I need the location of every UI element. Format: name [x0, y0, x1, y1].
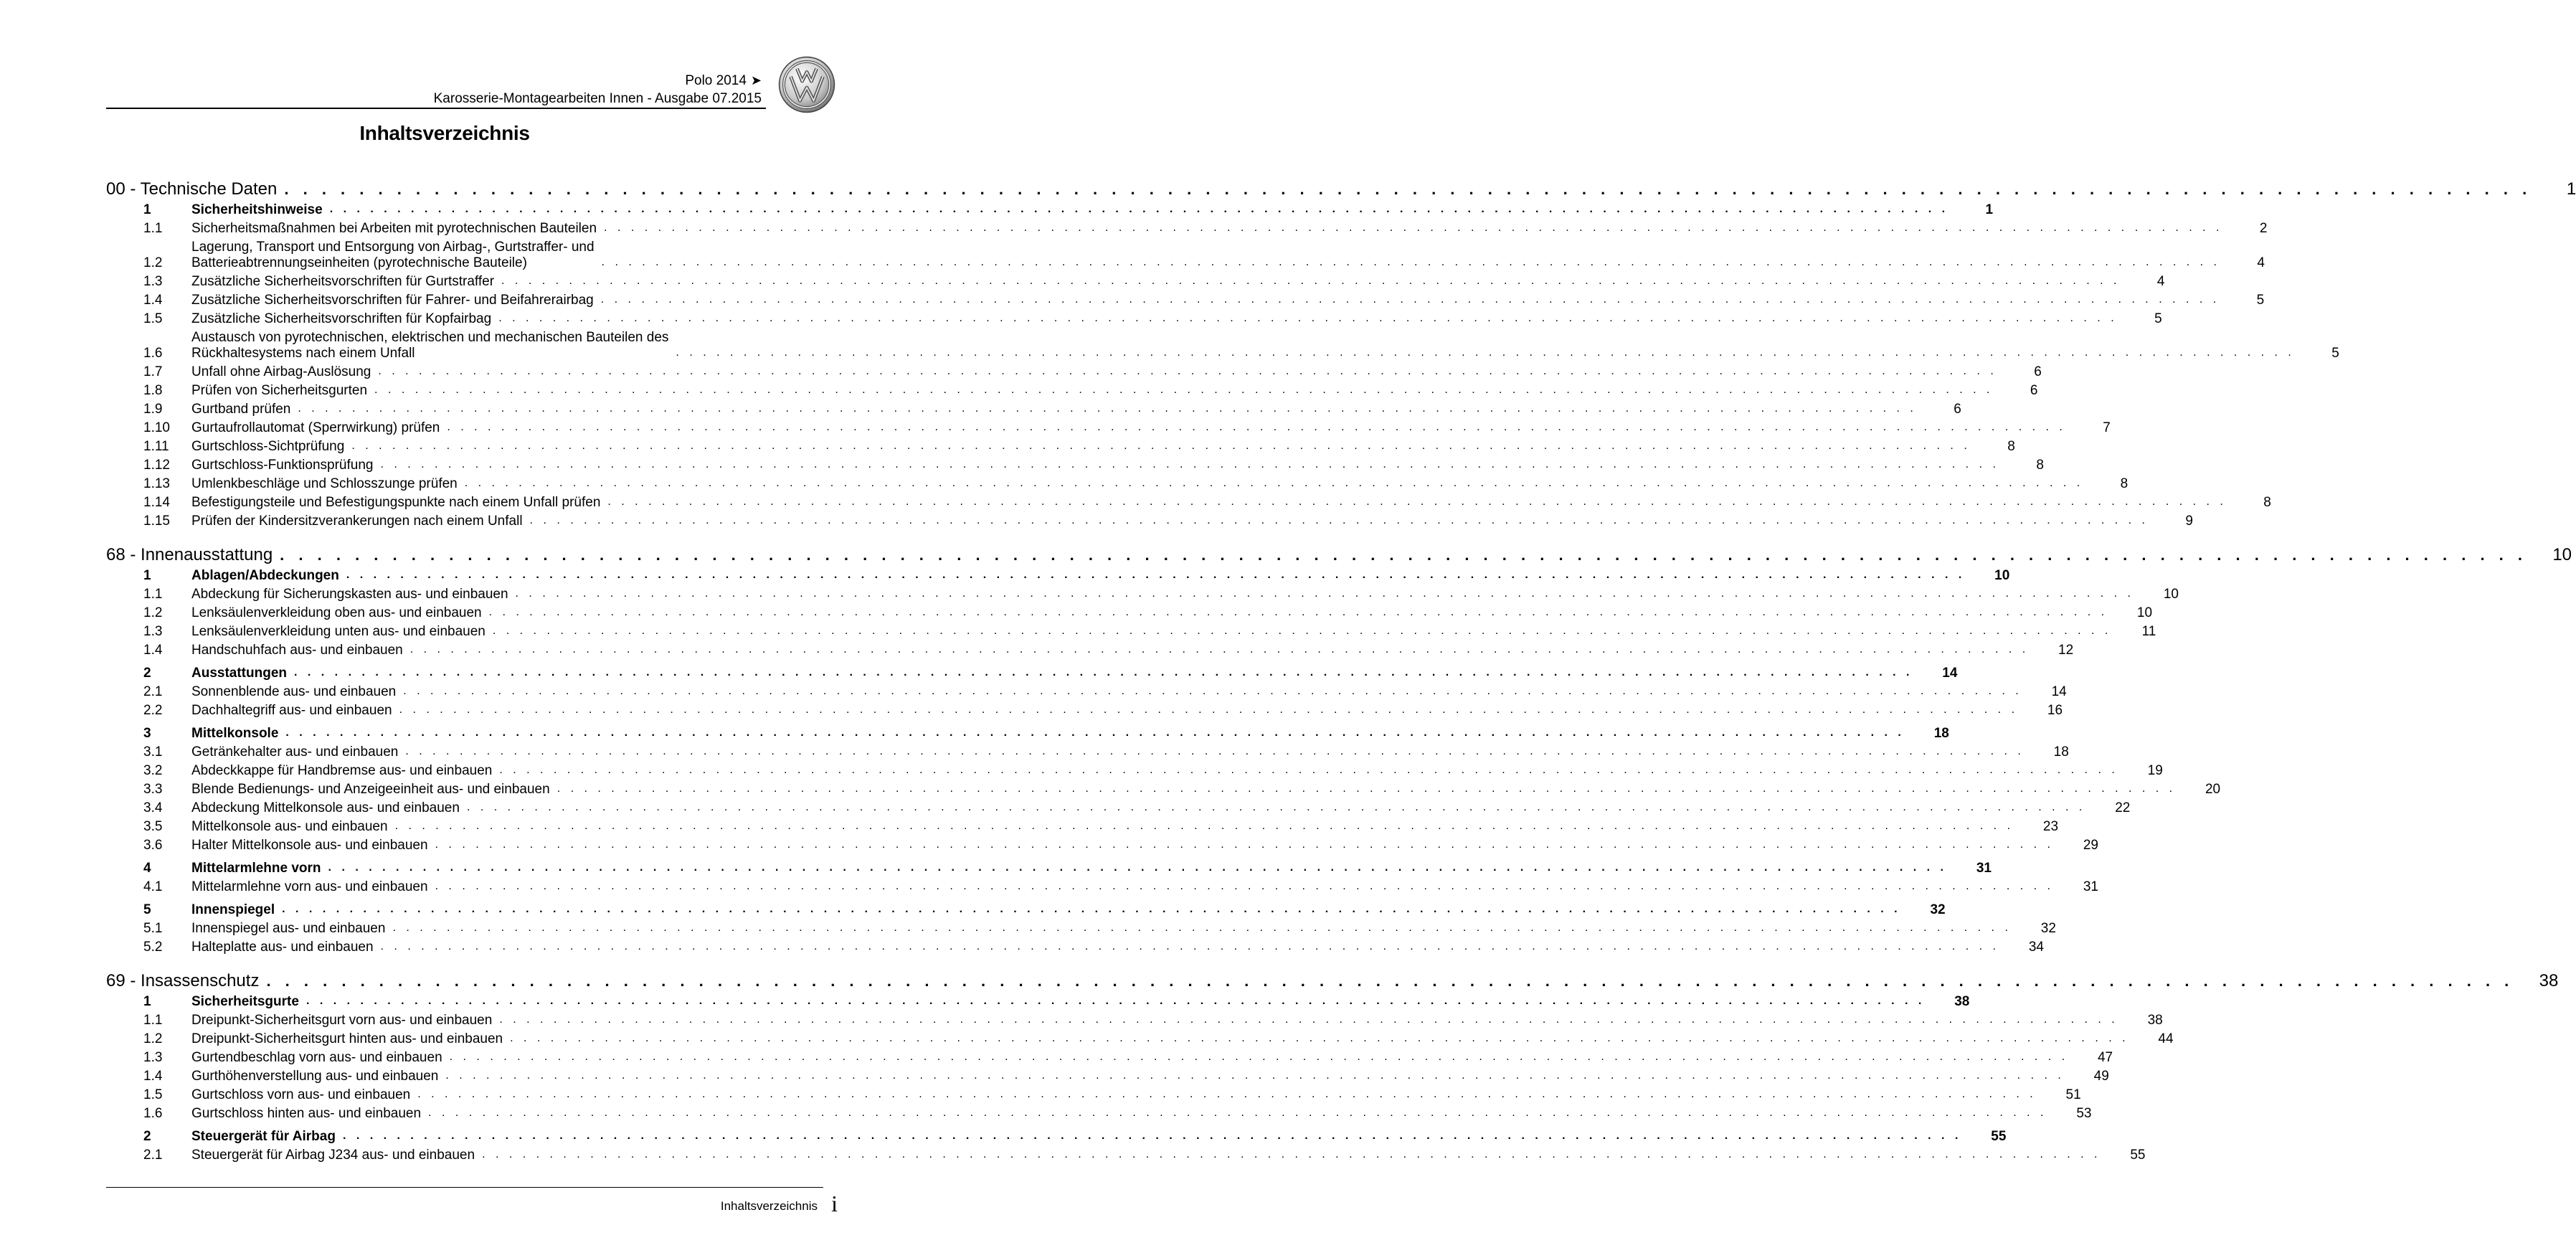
leader-dots: . . . . . . . . . . . . . . . . . . . . . . . . . . . . . . . . . . . . . . . . . . . . . . . . . . . . . . . . . . . . . . . . . . . . . . . . . . . . . . . . . . . . . . . . . . . . . . . . . . . . . . . . . . . . . . . . . . . . . . . . [342, 1130, 1962, 1142]
entry-page: 9 [2185, 514, 2193, 529]
toc-entry[interactable] [106, 455, 2044, 473]
entry-title-line1: Austausch von pyrotechnischen, elektrischen und mechanischen Bauteilen des [191, 330, 669, 345]
entry-page: 8 [2036, 458, 2044, 473]
entry-title: Halteplatte aus- und einbauen [191, 940, 374, 955]
leader-dots: . . . . . . . . . . . . . . . . . . . . . . . . . . . . . . . . . . . . . . . . . . . . . . . . . . . . . . . . . . . . . . . . . . . . . . . . . . . . . . . . . . . . . . . . . . . . . . . . . . . . . . . . . . . . . . . . . . . . . . . . [351, 440, 1971, 452]
toc-entry[interactable] [106, 237, 2265, 271]
toc-entry[interactable] [106, 584, 2179, 602]
entry-number: 1.1 [143, 221, 163, 236]
toc-entry[interactable] [106, 835, 2098, 853]
toc-entry[interactable] [106, 308, 2162, 327]
entry-page: 49 [2093, 1069, 2109, 1084]
header-subtitle: Karosserie-Montagearbeiten Innen - Ausgabe 07.2015 [433, 91, 762, 106]
entry-page: 55 [2130, 1148, 2146, 1163]
entry-page: 5 [2154, 311, 2162, 326]
entry-page: 38 [2147, 1013, 2163, 1028]
entry-title-line2: Batterieabtrennungseinheiten (pyrotechnische Bauteile) [191, 255, 527, 270]
entry-title: Sicherheitsgurte [191, 994, 299, 1009]
toc-entry[interactable] [106, 876, 2098, 895]
entry-page: 4 [2257, 255, 2265, 270]
page-header [106, 69, 766, 109]
entry-page: 23 [2042, 819, 2059, 834]
footer-divider [106, 1187, 823, 1188]
entry-title: Blende Bedienungs- und Anzeigeeinheit aus- und einbauen [191, 782, 550, 797]
entry-page: 53 [2076, 1106, 2092, 1121]
entry-page: 34 [2028, 940, 2044, 955]
leader-dots: . . . . . . . . . . . . . . . . . . . . . . . . . . . . . . . . . . . . . . . . . . . . . . . . . . . . . . . . . . . . . . . . . . . . . . . . . . . . . . . . . . . . . . . . . . . . . . . . . . . . . . . . . . . . . . . . . . . . . . . . [607, 496, 2227, 508]
toc-entry[interactable] [106, 492, 2271, 511]
entry-title: Getränkehalter aus- und einbauen [191, 744, 399, 760]
leader-dots: . . . . . . . . . . . . . . . . . . . . . . . . . . . . . . . . . . . . . . . . . . . . . . . . . . . . . . . . . . . . . . . . . . . . . . . . . . . . . . . . . . . . . . . . . . . . . . . . . . . . . . . . . . . . . . . . . . . . . . . . [378, 365, 1997, 377]
entry-number: 1.1 [143, 587, 163, 602]
leader-dots: . . . . . . . . . . . . . . . . . . . . . . . . . . . . . . . . . . . . . . . . . . . . . . . . . . . . . . . . . . . . . . . . . . . . . . . . . . . . . . . . . . . . . . . . . . . . . . . . . . . . . . . . . . . . . . . . . . . . . . . . [392, 922, 2012, 934]
entry-title: Innenspiegel aus- und einbauen [191, 921, 386, 936]
chapter-row[interactable] [106, 172, 2576, 199]
leader-dots: . . . . . . . . . . . . . . . . . . . . . . . . . . . . . . . . . . . . . . . . . . . . . . . . . . . . . . . . . . . . . . . . . . . . . . . . . . . . . . . . . . . . . . . . . . . . . . . . . . . . . . . . . . . . . . . . . . . . . . . . [380, 458, 1999, 470]
entry-title: Mittelkonsole [191, 726, 279, 741]
leader-dots: . . . . . . . . . . . . . . . . . . . . . . . . . . . . . . . . . . . . . . . . . . . . . . . . . . . . . . . . . . . . . . . . . . . . . . . . . . . . . . . . . . . . . . . . . . . . . . . . . . . . . . . . . . . . . . . . . . . . . . . . [604, 222, 2223, 234]
entry-number: 4 [143, 861, 151, 876]
entry-page: 16 [2047, 703, 2063, 718]
entry-title: Sicherheitshinweise [191, 202, 323, 217]
entry-title: Gurtschloss hinten aus- und einbauen [191, 1106, 422, 1121]
entry-title: Steuergerät für Airbag [191, 1129, 336, 1144]
leader-dots: . . . . . . . . . . . . . . . . . . . . . . . . . . . . . . . . . . . . . . . . . . . . . . . . . . . . . . . . . . . . . . . . . . . . . . . . . . . . . . . . . . . . . . . . . . . . . . . . . . . . . . . . . . . . . . . . . . . . . . . . [346, 569, 1966, 581]
section-row[interactable] [106, 199, 1994, 218]
entry-number: 5.2 [143, 940, 163, 955]
toc-entry[interactable] [106, 1145, 2146, 1163]
entry-title: Unfall ohne Airbag-Auslösung [191, 364, 371, 379]
entry-title: Umlenkbeschläge und Schlosszunge prüfen [191, 476, 458, 491]
entry-title: Lenksäulenverkleidung unten aus- und einbauen [191, 624, 486, 639]
toc-entry[interactable] [106, 1084, 2081, 1103]
entry-number: 1.5 [143, 1087, 163, 1102]
entry-number: 1.2 [143, 605, 163, 620]
entry-number: 1.13 [143, 476, 170, 491]
toc-entry[interactable] [106, 473, 2128, 492]
leader-dots: . . . . . . . . . . . . . . . . . . . . . . . . . . . . . . . . . . . . . . . . . . . . . . . . . . . . . . . . . . . . . . . . . . . . . . . . . . . . . . . . . . . . . . . . . . . . . . . . . . . . . . . . . . . . . . . . . . . . . . . . [328, 861, 1947, 874]
leader-dots: . . . . . . . . . . . . . . . . . . . . . . . . . . . . . . . . . . . . . . . . . . . . . . . . . . . . . . . . . . . . . . . . . . . . . . . . . . . . . . . . . . . . . . . . . . . . . . . . . . . . . . . . . . . . . . . . . . . . . . . . [394, 820, 2014, 832]
chapter-page: 38 [2539, 971, 2559, 990]
entry-page: 51 [2065, 1087, 2081, 1102]
chapter-row[interactable] [106, 964, 2559, 991]
entry-page: 4 [2156, 274, 2165, 289]
chapter-title: 69 - Insassenschutz [106, 971, 260, 990]
entry-page: 6 [2034, 364, 2042, 379]
entry-title [191, 240, 595, 271]
header-model [685, 73, 762, 89]
toc-entry[interactable] [106, 1028, 2174, 1047]
toc-entry[interactable] [106, 218, 2268, 237]
footer-page-number: i [831, 1191, 838, 1216]
leader-dots: . . . . . . . . . . . . . . . . . . . . . . . . . . . . . . . . . . . . . . . . . . . . . . . . . . . . . . . . . . . . . . . . . . . . . . . . . . . . . . . . . . . . . . . . . . . . . . . . . . . . . . . . . . . . . . . . . . . . . . . . [557, 782, 2177, 795]
entry-number: 1.4 [143, 293, 163, 308]
entry-number: 1 [143, 202, 151, 217]
toc-entry[interactable] [106, 681, 2067, 700]
toc-entry[interactable] [106, 602, 2153, 621]
entry-number: 1.8 [143, 383, 163, 398]
entry-page: 6 [2030, 383, 2038, 398]
entry-number: 1.4 [143, 643, 163, 658]
leader-dots: . . . . . . . . . . . . . . . . . . . . . . . . . . . . . . . . . . . . . . . . . . . . . . . . . . . . . . . . . . . . . . . . . . . . . . . . . . . . . . . . . . . . . . . . . . . . . . . . . . . . . . . . . . . . . . . . . . . . . . . . [529, 514, 2149, 526]
entry-title: Mittelarmlehne vorn aus- und einbauen [191, 879, 428, 894]
entry-page: 19 [2147, 763, 2163, 778]
toc-entry[interactable] [106, 361, 2042, 380]
entry-page: 14 [2051, 684, 2067, 699]
leader-dots: . . . . . . . . . . . . . . . . . . . . . . . . . . . . . . . . . . . . . . . . . . . . . . . . . . . . . . . . . . . . . . . . . . . . . . . . . . . . . . . . . . . . . . . . . . . . . . . . . . . . . . . . . . . . . . . . . . . . . . . . [380, 940, 1999, 952]
leader-dots: . . . . . . . . . . . . . . . . . . . . . . . . . . . . . . . . . . . . . . . . . . . . . . . . . . . . . . . . . . . . . . . . . . . . . . . . . . . . . . . . . . . . . . . . . . . . . . . . . . . . . . . . . . . . . . . . . . . . . . . . [464, 477, 2084, 489]
entry-page: 10 [2136, 605, 2153, 620]
leader-dots: . . . . . . . . . . . . . . . . . . . . . . . . . . . . . . . . . . . . . . . . . . . . . . . . . . . . . . . . . . . . . . . . . . . . . . . . . . . . . . . . . . . . . . . . . . . . . . . . . . . . . . . . . . . . . . . . . . . . . . . . [435, 880, 2054, 892]
entry-title: Lenksäulenverkleidung oben aus- und einbauen [191, 605, 482, 620]
entry-page: 5 [2331, 346, 2339, 361]
leader-dots: . . . . . . . . . . . . . . . . . . . . . . . . . . . . . . . . . . . . . . . . . . . . . . . . . . . . . . . . . . . . . . . . . . . . . . . . . . . . . . . . . . . . . . . . . . . . . . . . . . . . . . . . . . . . . . . . . . . . . . . . [294, 666, 1913, 678]
chapter-title: 00 - Technische Daten [106, 179, 278, 199]
section-row[interactable] [106, 991, 1970, 1010]
entry-title: Sonnenblende aus- und einbauen [191, 684, 397, 699]
entry-title: Zusätzliche Sicherheitsvorschriften für Kopfairbag [191, 311, 492, 326]
leader-dots: . . . . . . . . . . . . . . . . . . . . . . . . . . . . . . . . . . . . . . . . . . . . . . . . . . . . . . . . . . . . . . . . . . . . . . . . . . . . . . . . . . . . . . . . . . . . . . . . . . . . . . . . . . . . . . . . . . . . . . . . [409, 643, 2030, 656]
leader-dots: . . . . . . . . . . . . . . . . . . . . . . . . . . . . . . . . . . . . . . . . . . . . . . . . . . . . . . . . . . . . . . . . . . . . . . . . . . . . . . . . . . . . . . . . . . . . . . . . . . . . . . . . . . . . . . . . . . . . . . . . [676, 346, 2295, 359]
leader-dots: . . . . . . . . . . . . . . . . . . . . . . . . . . . . . . . . . . . . . . . . . . . . . . . . . . . . . . . . . . . . . . . . . . . . . . . . . . . . . . . . . . . . . . . . . . . . . . . . . . . . . . . . . . . . . . . . . . . . . . . . [447, 421, 2066, 433]
entry-title: Gurtschloss-Sichtprüfung [191, 439, 345, 454]
entry-page: 18 [2053, 744, 2069, 760]
entry-number: 1 [143, 994, 151, 1009]
entry-title-line2: Rückhaltesystems nach einem Unfall [191, 346, 415, 361]
toc-entry[interactable] [106, 1103, 2092, 1122]
toc-entry[interactable] [106, 327, 2339, 361]
leader-dots: . . . . . . . . . . . . . . . . . . . . . . . . . . . . . . . . . . . . . . . . . . . . . . . . . . . . . . . . . . . . . . . . . . . . . . . . . . . . . . . . . . . . . . . . . . . . . . . . . . . . . . . . . . . . . . . . . . . . . . . . [403, 685, 2022, 697]
chapter-title: 68 - Innenausstattung [106, 545, 273, 564]
entry-page: 10 [2163, 587, 2179, 602]
entry-number: 1.5 [143, 311, 163, 326]
leader-dots: . . . . . . . . . . . . . . . . . . . . . . . . . . . . . . . . . . . . . . . . . . . . . . . . . . . . . . . . . . . . . . . . . . . . . . . . . . . . . . . . . . . . . . . . . . . . . . . . . . . . . . . . . . . . . . . . . . . . . . . . [482, 1148, 2101, 1160]
page-title: Inhaltsverzeichnis [359, 122, 530, 144]
toc-entry[interactable] [106, 417, 2111, 436]
leader-dots: . . . . . . . . . . . . . . . . . . . . . . . . . . . . . . . . . . . . . . . . . . . . . . . . . . . . . . . . . . . . . . . . . . . . . . . . . . . . . . . . . . . . . . . . . . . . . . . . . . . . . . . . . . . . . . . . . . . . . . . . [282, 903, 1901, 915]
leader-dots: . . . . . . . . . . . . . . . . . . . . . . . . . . . . . . . . . . . . . . . . . . . . . . . . . . . . . . . . . . . . . . . . . . . . . . . . . . . . . . . . . . . . . . . . . . . . . . . . . . . . . . . . . . . . . . . . . . . . . . . . [466, 801, 2086, 813]
toc-entry[interactable] [106, 816, 2059, 835]
leader-dots: . . . . . . . . . . . . . . . . . . . . . . . . . . . . . . . . . . . . . . . . . . . . . . . . . . . . . . . . . . . . . . . . . . . . . . . . . . . . . . . . . . . . . . . . . . . . . . . . . . . . . . . . . . . . . . . . . . . . . . . . [417, 1088, 2037, 1100]
entry-number: 4.1 [143, 879, 163, 894]
chapter-page: 10 [2552, 545, 2572, 564]
entry-page: 14 [1942, 666, 1958, 681]
entry-number: 1.3 [143, 1050, 163, 1065]
section-row[interactable] [106, 565, 2010, 584]
entry-number: 1.3 [143, 624, 163, 639]
leader-dots: . . . . . . . . . . . . . . . . . . . . . . . . . . . . . . . . . . . . . . . . . . . . . . . . . . . . . . . . . . . . . . . . . . . . . . . . . . . . . . . . . . . . . . . . . . . . . . . . . . . . . . . . . . . . . . . . . . . . . . . . [298, 402, 1917, 415]
entry-title: Gurtband prüfen [191, 402, 291, 417]
entry-title: Gurtschloss vorn aus- und einbauen [191, 1087, 411, 1102]
leader-dots: . . . . . . . . . . . . . . . . . . . . . . . . . . . . . . . . . . . . . . . . . . . . . . . . . . . . . . . . . . . . . . . . . . . . . . . . . . . . . . . . . . . . . . . . . . . . . . . . . . . . . . . . . . . . . . . . . . . . . . . . [329, 203, 1949, 215]
chapter-row[interactable] [106, 538, 2572, 565]
entry-number: 1.14 [143, 495, 170, 510]
leader-dots: . . . . . . . . . . . . . . . . . . . . . . . . . . . . . . . . . . . . . . . . . . . . . . . . . . . . . . . . . . . . . . . . . . . . . . . . . . . . . . . . . . . . . . . . . . . . . . . . . . . . . . . . . . . . . . . . . . . . . . . . [510, 1032, 2129, 1044]
entry-number: 1.12 [143, 458, 170, 473]
entry-page: 32 [1930, 902, 1946, 917]
entry-title [191, 330, 668, 361]
entry-title: Prüfen von Sicherheitsgurten [191, 383, 368, 398]
section-row[interactable] [106, 858, 1992, 876]
entry-title: Dreipunkt-Sicherheitsgurt hinten aus- und einbauen [191, 1031, 503, 1046]
chapter-page: 1 [2566, 179, 2576, 199]
entry-number: 1.11 [143, 439, 169, 454]
toc-entry[interactable] [106, 380, 2038, 399]
entry-number: 5.1 [143, 921, 163, 936]
entry-page: 10 [1994, 568, 2010, 583]
toc-entry[interactable] [106, 621, 2156, 640]
entry-title: Halter Mittelkonsole aus- und einbauen [191, 838, 428, 853]
header-divider [106, 108, 766, 109]
entry-title: Gurtschloss-Funktionsprüfung [191, 458, 374, 473]
entry-page: 6 [1954, 402, 1961, 417]
entry-number: 5 [143, 902, 151, 917]
toc-entry[interactable] [106, 937, 2044, 955]
leader-dots: . . . . . . . . . . . . . . . . . . . . . . . . . . . . . . . . . . . . . . . . . . . . . . . . . . . . . . . . . . . . . . . . . . . . . . . . . . . . . . . . . . . . . . . . . . . . . . . . . . . . . . . . . . . . . . . . . . . . . . . . [498, 312, 2118, 324]
entry-title: Befestigungsteile und Befestigungspunkte nach einem Unfall prüfen [191, 495, 601, 510]
leader-dots: . . . . . . . . . . . . . . . . . . . . . . . . . . . . . . . . . . . . . . . . . . . . . . . . . . . . . . . . . . . . . . . . . . . . . . . . . . . . . . . . . . . . . . . . . . . . . . . . . . . . . . . . . . . . . . . . . . . . . . . . [435, 838, 2054, 851]
entry-title: Innenspiegel [191, 902, 275, 917]
entry-number: 2.1 [143, 1148, 163, 1163]
entry-number: 2 [143, 666, 151, 681]
leader-dots: . . . . . . . . . . . . . . . . . . . . . . . . . . . . . . . . . . . . . . . . . . . . . . . . . . . . . . . . . . . . . . . . . . . . . . . . . . . . . . . . . . . . . . . . . . . . . . . . . . . . . . . . . . . . . . . . . . . . . . . . [499, 764, 2118, 776]
entry-number: 3.6 [143, 838, 163, 853]
entry-title: Zusätzliche Sicherheitsvorschriften für Gurtstraffer [191, 274, 495, 289]
toc-entry[interactable] [106, 742, 2069, 760]
entry-number: 1.2 [143, 1031, 163, 1046]
entry-title: Mittelarmlehne vorn [191, 861, 321, 876]
leader-dots: . . . . . . . . . . . . . . . . . . . . . . . . . . . . . . . . . . . . . . . . . . . . . . . . . . . . . . . . . . . . . . . . . . . . . . . . . . . . . . . . . . . . . . . . . . . . . . . . . . . . . . . . . . . . . . . . . . . . . . . . [266, 972, 2514, 990]
toc-entry[interactable] [106, 779, 2221, 798]
entry-number: 1.9 [143, 402, 163, 417]
toc-entry[interactable] [106, 1010, 2163, 1028]
entry-number: 3.3 [143, 782, 163, 797]
next-arrow-icon: ➤ [750, 73, 762, 88]
entry-page: 22 [2115, 800, 2131, 815]
entry-title: Ablagen/Abdeckungen [191, 568, 339, 583]
leader-dots: . . . . . . . . . . . . . . . . . . . . . . . . . . . . . . . . . . . . . . . . . . . . . . . . . . . . . . . . . . . . . . . . . . . . . . . . . . . . . . . . . . . . . . . . . . . . . . . . . . . . . . . . . . . . . . . . . . . . . . . . [280, 546, 2528, 564]
entry-page: 55 [1991, 1129, 2007, 1144]
toc-entry[interactable] [106, 1047, 2113, 1066]
leader-dots: . . . . . . . . . . . . . . . . . . . . . . . . . . . . . . . . . . . . . . . . . . . . . . . . . . . . . . . . . . . . . . . . . . . . . . . . . . . . . . . . . . . . . . . . . . . . . . . . . . . . . . . . . . . . . . . . . . . . . . . . [488, 606, 2108, 618]
entry-page: 12 [2058, 643, 2074, 658]
entry-title: Dreipunkt-Sicherheitsgurt vorn aus- und einbauen [191, 1013, 493, 1028]
entry-number: 1.15 [143, 514, 170, 529]
section-row[interactable] [106, 1126, 2007, 1145]
entry-number: 3.4 [143, 800, 163, 815]
entry-page: 2 [2259, 221, 2268, 236]
leader-dots: . . . . . . . . . . . . . . . . . . . . . . . . . . . . . . . . . . . . . . . . . . . . . . . . . . . . . . . . . . . . . . . . . . . . . . . . . . . . . . . . . . . . . . . . . . . . . . . . . . . . . . . . . . . . . . . . . . . . . . . . [405, 745, 2025, 757]
entry-number: 1.6 [143, 1106, 163, 1121]
toc-entry[interactable] [106, 399, 1961, 417]
leader-dots: . . . . . . . . . . . . . . . . . . . . . . . . . . . . . . . . . . . . . . . . . . . . . . . . . . . . . . . . . . . . . . . . . . . . . . . . . . . . . . . . . . . . . . . . . . . . . . . . . . . . . . . . . . . . . . . . . . . . . . . . [515, 587, 2134, 600]
entry-page: 5 [2256, 293, 2265, 308]
entry-title: Prüfen der Kindersitzverankerungen nach einem Unfall [191, 514, 523, 529]
entry-page: 8 [2263, 495, 2271, 510]
toc-entry[interactable] [106, 271, 2165, 290]
entry-page: 20 [2205, 782, 2221, 797]
header-model-text: Polo 2014 [685, 73, 747, 88]
toc-entry[interactable] [106, 290, 2265, 308]
entry-title: Abdeckkappe für Handbremse aus- und einbauen [191, 763, 493, 778]
entry-number: 1.7 [143, 364, 163, 379]
vw-logo-icon [778, 56, 835, 113]
toc-entry[interactable] [106, 640, 2074, 658]
entry-title: Handschuhfach aus- und einbauen [191, 643, 403, 658]
entry-title: Abdeckung für Sicherungskasten aus- und einbauen [191, 587, 508, 602]
toc-entry[interactable] [106, 700, 2063, 719]
leader-dots: . . . . . . . . . . . . . . . . . . . . . . . . . . . . . . . . . . . . . . . . . . . . . . . . . . . . . . . . . . . . . . . . . . . . . . . . . . . . . . . . . . . . . . . . . . . . . . . . . . . . . . . . . . . . . . . . . . . . . . . . [492, 625, 2112, 637]
entry-title: Gurthöhenverstellung aus- und einbauen [191, 1069, 439, 1084]
entry-page: 8 [2120, 476, 2128, 491]
leader-dots: . . . . . . . . . . . . . . . . . . . . . . . . . . . . . . . . . . . . . . . . . . . . . . . . . . . . . . . . . . . . . . . . . . . . . . . . . . . . . . . . . . . . . . . . . . . . . . . . . . . . . . . . . . . . . . . . . . . . . . . . [284, 180, 2532, 198]
leader-dots: . . . . . . . . . . . . . . . . . . . . . . . . . . . . . . . . . . . . . . . . . . . . . . . . . . . . . . . . . . . . . . . . . . . . . . . . . . . . . . . . . . . . . . . . . . . . . . . . . . . . . . . . . . . . . . . . . . . . . . . . [499, 1013, 2118, 1026]
entry-number: 1.1 [143, 1013, 163, 1028]
entry-number: 1.2 [143, 255, 163, 270]
entry-title: Gurtendbeschlag vorn aus- und einbauen [191, 1050, 442, 1065]
entry-title-line1: Lagerung, Transport und Entsorgung von Airbag-, Gurtstraffer- und [191, 240, 595, 255]
entry-title: Gurtaufrollautomat (Sperrwirkung) prüfen [191, 420, 440, 435]
entry-title: Sicherheitsmaßnahmen bei Arbeiten mit pyrotechnischen Bauteilen [191, 221, 597, 236]
entry-page: 8 [2007, 439, 2015, 454]
leader-dots: . . . . . . . . . . . . . . . . . . . . . . . . . . . . . . . . . . . . . . . . . . . . . . . . . . . . . . . . . . . . . . . . . . . . . . . . . . . . . . . . . . . . . . . . . . . . . . . . . . . . . . . . . . . . . . . . . . . . . . . . [428, 1107, 2047, 1119]
entry-page: 31 [1976, 861, 1992, 876]
entry-page: 7 [2103, 420, 2111, 435]
toc-entry[interactable] [106, 1066, 2109, 1084]
entry-title: Zusätzliche Sicherheitsvorschriften für Fahrer- und Beifahrerairbag [191, 293, 594, 308]
entry-number: 2.1 [143, 684, 163, 699]
leader-dots: . . . . . . . . . . . . . . . . . . . . . . . . . . . . . . . . . . . . . . . . . . . . . . . . . . . . . . . . . . . . . . . . . . . . . . . . . . . . . . . . . . . . . . . . . . . . . . . . . . . . . . . . . . . . . . . . . . . . . . . . [449, 1051, 2069, 1063]
toc-entry[interactable] [106, 760, 2163, 779]
toc-entry[interactable] [106, 511, 2193, 529]
section-row[interactable] [106, 899, 1946, 918]
toc-entry[interactable] [106, 918, 2056, 937]
entry-number: 1.6 [143, 346, 163, 361]
entry-page: 44 [2158, 1031, 2174, 1046]
entry-page: 18 [1933, 726, 1949, 741]
entry-number: 3 [143, 726, 151, 741]
entry-page: 31 [2083, 879, 2098, 894]
entry-page: 11 [2141, 624, 2156, 639]
entry-number: 1.3 [143, 274, 163, 289]
entry-page: 38 [1954, 994, 1970, 1009]
leader-dots: . . . . . . . . . . . . . . . . . . . . . . . . . . . . . . . . . . . . . . . . . . . . . . . . . . . . . . . . . . . . . . . . . . . . . . . . . . . . . . . . . . . . . . . . . . . . . . . . . . . . . . . . . . . . . . . . . . . . . . . . [601, 256, 2220, 268]
entry-title: Dachhaltegriff aus- und einbauen [191, 703, 392, 718]
entry-number: 2 [143, 1129, 151, 1144]
entry-number: 1.10 [143, 420, 170, 435]
leader-dots: . . . . . . . . . . . . . . . . . . . . . . . . . . . . . . . . . . . . . . . . . . . . . . . . . . . . . . . . . . . . . . . . . . . . . . . . . . . . . . . . . . . . . . . . . . . . . . . . . . . . . . . . . . . . . . . . . . . . . . . . [600, 293, 2220, 306]
leader-dots: . . . . . . . . . . . . . . . . . . . . . . . . . . . . . . . . . . . . . . . . . . . . . . . . . . . . . . . . . . . . . . . . . . . . . . . . . . . . . . . . . . . . . . . . . . . . . . . . . . . . . . . . . . . . . . . . . . . . . . . . [399, 704, 2019, 716]
entry-title: Steuergerät für Airbag J234 aus- und einbauen [191, 1148, 475, 1163]
toc-entry[interactable] [106, 436, 2015, 455]
footer-label: Inhaltsverzeichnis [720, 1199, 818, 1213]
leader-dots: . . . . . . . . . . . . . . . . . . . . . . . . . . . . . . . . . . . . . . . . . . . . . . . . . . . . . . . . . . . . . . . . . . . . . . . . . . . . . . . . . . . . . . . . . . . . . . . . . . . . . . . . . . . . . . . . . . . . . . . . [445, 1069, 2065, 1082]
section-row[interactable] [106, 723, 1949, 742]
toc-entry[interactable] [106, 798, 2131, 816]
leader-dots: . . . . . . . . . . . . . . . . . . . . . . . . . . . . . . . . . . . . . . . . . . . . . . . . . . . . . . . . . . . . . . . . . . . . . . . . . . . . . . . . . . . . . . . . . . . . . . . . . . . . . . . . . . . . . . . . . . . . . . . . [501, 275, 2121, 287]
entry-page: 29 [2083, 838, 2098, 853]
entry-number: 3.5 [143, 819, 163, 834]
section-row[interactable] [106, 663, 1958, 681]
entry-title: Abdeckung Mittelkonsole aus- und einbauen [191, 800, 460, 815]
leader-dots: . . . . . . . . . . . . . . . . . . . . . . . . . . . . . . . . . . . . . . . . . . . . . . . . . . . . . . . . . . . . . . . . . . . . . . . . . . . . . . . . . . . . . . . . . . . . . . . . . . . . . . . . . . . . . . . . . . . . . . . . [306, 995, 1926, 1007]
entry-title: Ausstattungen [191, 666, 287, 681]
leader-dots: . . . . . . . . . . . . . . . . . . . . . . . . . . . . . . . . . . . . . . . . . . . . . . . . . . . . . . . . . . . . . . . . . . . . . . . . . . . . . . . . . . . . . . . . . . . . . . . . . . . . . . . . . . . . . . . . . . . . . . . . [374, 384, 1994, 396]
entry-number: 1.4 [143, 1069, 163, 1084]
entry-page: 47 [2097, 1050, 2113, 1065]
entry-page: 1 [1985, 202, 1994, 217]
leader-dots: . . . . . . . . . . . . . . . . . . . . . . . . . . . . . . . . . . . . . . . . . . . . . . . . . . . . . . . . . . . . . . . . . . . . . . . . . . . . . . . . . . . . . . . . . . . . . . . . . . . . . . . . . . . . . . . . . . . . . . . . [285, 727, 1905, 739]
entry-number: 3.2 [143, 763, 163, 778]
entry-title: Mittelkonsole aus- und einbauen [191, 819, 388, 834]
entry-number: 1 [143, 568, 151, 583]
table-of-contents [106, 172, 2576, 1163]
entry-number: 3.1 [143, 744, 163, 760]
entry-page: 32 [2040, 921, 2056, 936]
entry-number: 2.2 [143, 703, 163, 718]
